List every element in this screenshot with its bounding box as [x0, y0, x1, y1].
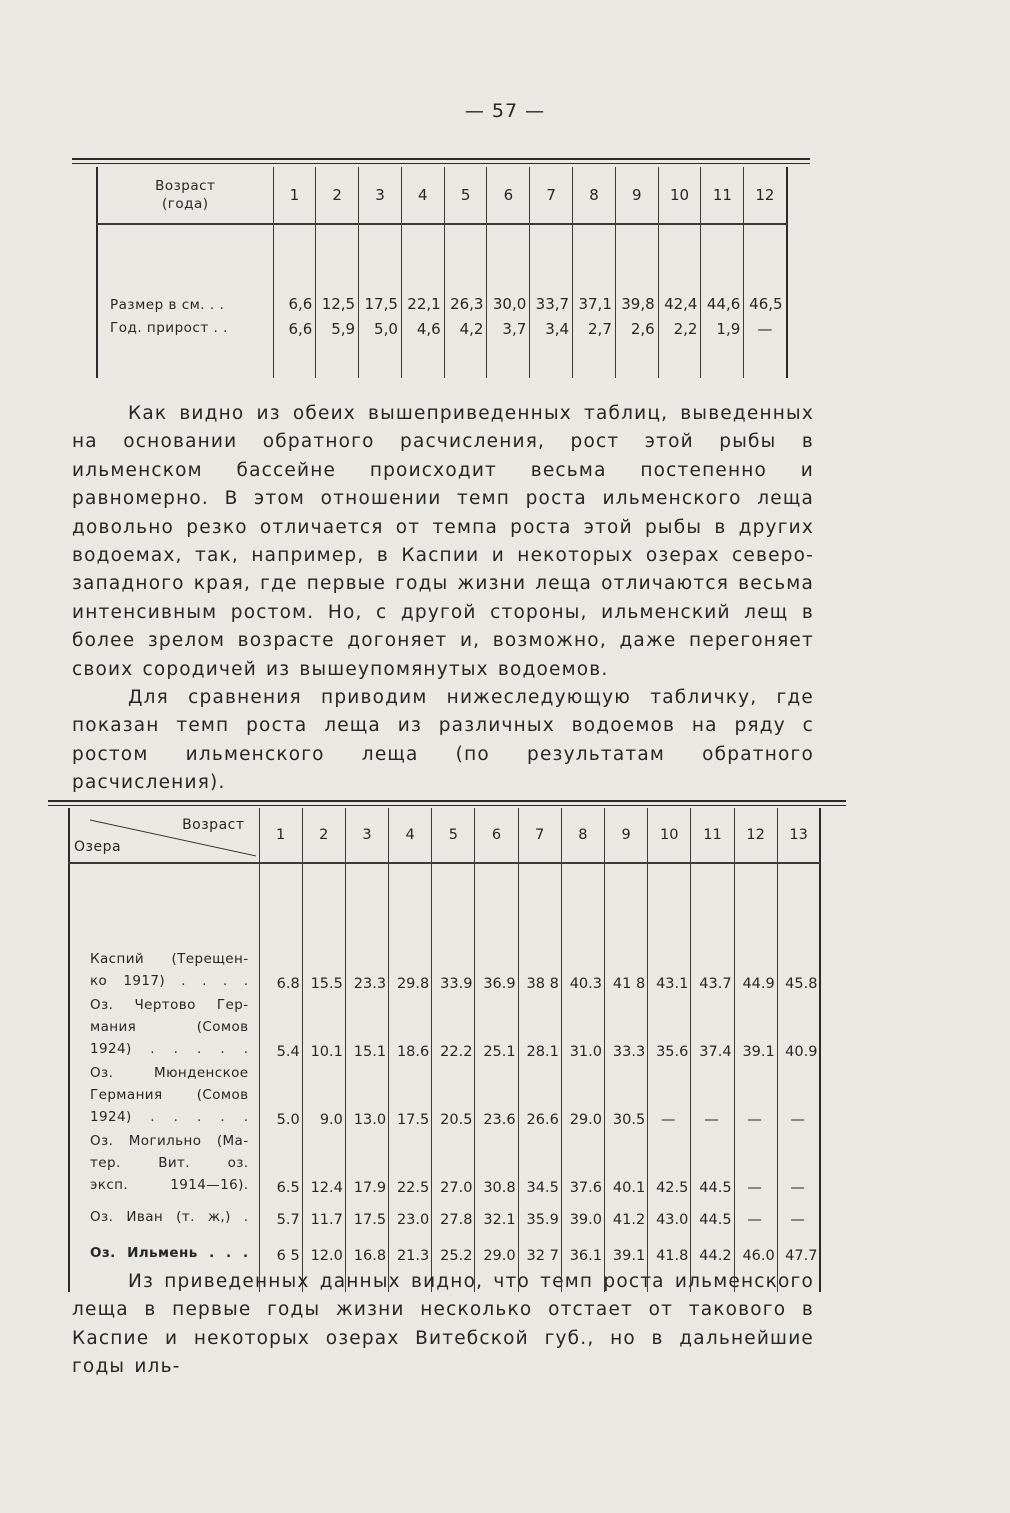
table-cell: 32.1: [475, 1198, 518, 1230]
table-cell: 17.5: [345, 1198, 388, 1230]
age-col-header: 9: [605, 808, 648, 863]
age-col-header: 8: [573, 167, 616, 224]
table-cell: 1,9: [701, 316, 744, 358]
row-label-line: Оз. Иван (т. ж,) .: [90, 1209, 249, 1225]
table-cell: 26,3: [444, 237, 487, 316]
row-label-line: Оз. Могильно (Ма-: [90, 1133, 249, 1149]
table-cell: 9.0: [302, 1062, 345, 1130]
table-cell: 42,4: [658, 237, 701, 316]
table-cell: 17,5: [359, 237, 402, 316]
table-cell: 2,7: [573, 316, 616, 358]
table-cell: 30,0: [487, 237, 530, 316]
table-cell: 15.1: [345, 994, 388, 1062]
table-cell: 46.0: [734, 1230, 777, 1266]
age-header-line1: Возраст: [155, 178, 216, 194]
age-col-header: 8: [561, 808, 604, 863]
row-label: Год. прирост . .: [97, 316, 273, 358]
table2-header-row: [69, 808, 820, 863]
table-cell: 37,1: [573, 237, 616, 316]
table-cell: 23.0: [389, 1198, 432, 1230]
table-cell: 23.3: [345, 926, 388, 994]
corner-age-label: Возраст: [182, 817, 245, 833]
age-header-line2: (года): [162, 196, 209, 212]
table-cell: 46,5: [744, 237, 787, 316]
table-cell: 42.5: [648, 1130, 691, 1198]
page-number: — 57 —: [464, 100, 546, 122]
age-col-header: 4: [389, 808, 432, 863]
table-cell: 6,6: [273, 316, 316, 358]
table-cell: 22.5: [389, 1130, 432, 1198]
age-col-header: 2: [316, 167, 359, 224]
table2-top-rule-2: [48, 805, 846, 806]
age-col-header: 5: [444, 167, 487, 224]
table-cell: 30.5: [605, 1062, 648, 1130]
table-cell: 36.1: [561, 1230, 604, 1266]
table-cell: —: [777, 1198, 820, 1230]
table-cell: 6,6: [273, 237, 316, 316]
table-row: [69, 1230, 820, 1266]
row-label-line: 1924) . . . . .: [90, 1109, 249, 1125]
table-cell: —: [777, 1062, 820, 1130]
table2-top-rule: [48, 800, 846, 802]
age-col-header: 3: [359, 167, 402, 224]
table-cell: 32 7: [518, 1230, 561, 1266]
table-cell: 44.5: [691, 1198, 734, 1230]
table-cell: 28.1: [518, 994, 561, 1062]
row-label: [69, 1198, 259, 1230]
table-cell: 3,4: [530, 316, 573, 358]
table-cell: 5.4: [259, 994, 302, 1062]
table-cell: 33.9: [432, 926, 475, 994]
table-cell: 37.4: [691, 994, 734, 1062]
table-cell: 35.6: [648, 994, 691, 1062]
row-label: [69, 926, 259, 994]
table-cell: —: [744, 316, 787, 358]
table-cell: 12,5: [316, 237, 359, 316]
row-label: Размер в см. . .: [97, 237, 273, 316]
table-cell: 20.5: [432, 1062, 475, 1130]
age-col-header: 6: [475, 808, 518, 863]
paragraph: Для сравнения приводим нижеследующую табличку, где показан темп роста леща из различных водоемов на ряду с ростом ильменского леща (по результатам обратного расчисления).: [72, 687, 814, 794]
row-label: [69, 994, 259, 1062]
table-cell: 4,6: [401, 316, 444, 358]
table-cell: 31.0: [561, 994, 604, 1062]
age-col-header: 9: [615, 167, 658, 224]
table-cell: 6 5: [259, 1230, 302, 1266]
table-cell: 5.0: [259, 1062, 302, 1130]
table-cell: 12.0: [302, 1230, 345, 1266]
table-row: [69, 1130, 820, 1198]
age-col-header: 11: [701, 167, 744, 224]
table-cell: 29.0: [561, 1062, 604, 1130]
table-cell: 3,7: [487, 316, 530, 358]
table-cell: 33,7: [530, 237, 573, 316]
table-cell: 21.3: [389, 1230, 432, 1266]
table-cell: 30.8: [475, 1130, 518, 1198]
age-col-header: 7: [518, 808, 561, 863]
table-cell: 47.7: [777, 1230, 820, 1266]
table-cell: 17.5: [389, 1062, 432, 1130]
table-cell: —: [734, 1130, 777, 1198]
table-cell: 39,8: [615, 237, 658, 316]
table-cell: 16.8: [345, 1230, 388, 1266]
table-cell: —: [734, 1062, 777, 1130]
table-cell: 6.8: [259, 926, 302, 994]
table-cell: 40.3: [561, 926, 604, 994]
table-cell: 40.1: [605, 1130, 648, 1198]
row-label-line: эксп. 1914—16).: [90, 1177, 249, 1193]
age-col-header: 10: [658, 167, 701, 224]
age-col-header: 12: [734, 808, 777, 863]
row-label-line: Каспий (Терещен-: [90, 951, 249, 967]
age-col-header: 4: [401, 167, 444, 224]
table-cell: —: [777, 1130, 820, 1198]
row-label-line: мания (Сомов: [90, 1019, 249, 1035]
age-col-header: 1: [273, 167, 316, 224]
table-cell: 43.7: [691, 926, 734, 994]
age-col-header: 12: [744, 167, 787, 224]
table-cell: 6.5: [259, 1130, 302, 1198]
age-col-header: 5: [432, 808, 475, 863]
table-cell: 37.6: [561, 1130, 604, 1198]
row-label-line: тер. Вит. оз.: [90, 1155, 249, 1171]
row-label: [69, 1062, 259, 1130]
table-row: [69, 1062, 820, 1130]
table-cell: 26.6: [518, 1062, 561, 1130]
table-cell: 23.6: [475, 1062, 518, 1130]
table-row: [69, 1198, 820, 1230]
table-cell: 40.9: [777, 994, 820, 1062]
table-cell: —: [691, 1062, 734, 1130]
table-cell: 15.5: [302, 926, 345, 994]
table-cell: 43.1: [648, 926, 691, 994]
table-cell: 22,1: [401, 237, 444, 316]
table-cell: 39.0: [561, 1198, 604, 1230]
age-header-cell: [97, 167, 273, 224]
table-row: [69, 994, 820, 1062]
table-cell: 25.2: [432, 1230, 475, 1266]
table-cell: 44.2: [691, 1230, 734, 1266]
age-col-header: 1: [259, 808, 302, 863]
table-cell: 5.7: [259, 1198, 302, 1230]
row-label-line: Оз. Ильмень . . .: [90, 1245, 249, 1261]
table-cell: 10.1: [302, 994, 345, 1062]
row-label: [69, 1130, 259, 1198]
table-cell: 44.9: [734, 926, 777, 994]
paragraph: Как видно из обеих вышеприведенных таблиц, выведенных на основании обратного расчисления, рост этой рыбы в ильменском бассейне происходит весьма постепенно и равномерно. В этом отношении темп роста ильменского леща довольно резко отличается от темпа роста этой рыбы в других водоемах, так, например, в Каспии и некоторых озерах северо-западного края, где первые годы жизни леща отличаются весьма интенсивным ростом. Но, с другой стороны, ильменский лещ в более зрелом возрасте догоняет и, возможно, даже перегоняет своих сородичей из вышеупомянутых водоемов.: [72, 403, 814, 680]
table-cell: 17.9: [345, 1130, 388, 1198]
table-cell: 41.8: [648, 1230, 691, 1266]
table1-header-row: [97, 167, 787, 224]
corner-header-cell: [69, 808, 259, 863]
table-cell: 29.8: [389, 926, 432, 994]
table1-top-rule-2: [72, 163, 810, 164]
table-cell: 13.0: [345, 1062, 388, 1130]
table-cell: 44,6: [701, 237, 744, 316]
table-cell: 45.8: [777, 926, 820, 994]
table-cell: —: [734, 1198, 777, 1230]
table-cell: 39.1: [605, 1230, 648, 1266]
table-cell: 5,0: [359, 316, 402, 358]
table-cell: 41.2: [605, 1198, 648, 1230]
row-label: [69, 1230, 259, 1266]
table-cell: 4,2: [444, 316, 487, 358]
comparison-table: [68, 808, 821, 1292]
row-label-line: Оз. Чертово Гер-: [90, 997, 249, 1013]
body-text-2: [72, 1268, 814, 1382]
table-row: [97, 237, 787, 316]
table-row: [97, 316, 787, 358]
row-label-line: 1924) . . . . .: [90, 1041, 249, 1057]
age-col-header: 10: [648, 808, 691, 863]
table-cell: 36.9: [475, 926, 518, 994]
table-cell: 27.8: [432, 1198, 475, 1230]
table1-top-rule: [72, 158, 810, 160]
table-cell: 25.1: [475, 994, 518, 1062]
row-label-line: Германия (Сомов: [90, 1087, 249, 1103]
row-label-line: Оз. Мюнденское: [90, 1065, 249, 1081]
table-cell: 39.1: [734, 994, 777, 1062]
age-col-header: 13: [777, 808, 820, 863]
table-cell: 27.0: [432, 1130, 475, 1198]
table-cell: 12.4: [302, 1130, 345, 1198]
table-cell: 33.3: [605, 994, 648, 1062]
age-col-header: 6: [487, 167, 530, 224]
table-cell: 43.0: [648, 1198, 691, 1230]
table-cell: 5,9: [316, 316, 359, 358]
age-col-header: 7: [530, 167, 573, 224]
age-col-header: 2: [302, 808, 345, 863]
paragraph: Из приведенных данных видно, что темп роста ильменского леща в первые годы жизни несколько отстает от такового в Каспие и некоторых озерах Витебской губ., но в дальнейшие годы иль-: [72, 1271, 814, 1378]
table-cell: 11.7: [302, 1198, 345, 1230]
table-cell: 44.5: [691, 1130, 734, 1198]
table-cell: —: [648, 1062, 691, 1130]
growth-table: [96, 167, 788, 378]
table-cell: 2,6: [615, 316, 658, 358]
corner-lakes-label: Озера: [74, 839, 122, 855]
table-cell: 18.6: [389, 994, 432, 1062]
table-cell: 29.0: [475, 1230, 518, 1266]
table-row: [69, 926, 820, 994]
age-col-header: 11: [691, 808, 734, 863]
table-cell: 38 8: [518, 926, 561, 994]
table-cell: 41 8: [605, 926, 648, 994]
age-col-header: 3: [345, 808, 388, 863]
row-label-line: ко 1917) . . . .: [90, 973, 249, 989]
body-text-1: [72, 400, 814, 798]
table-cell: 22.2: [432, 994, 475, 1062]
table-cell: 35.9: [518, 1198, 561, 1230]
table-cell: 34.5: [518, 1130, 561, 1198]
table-cell: 2,2: [658, 316, 701, 358]
